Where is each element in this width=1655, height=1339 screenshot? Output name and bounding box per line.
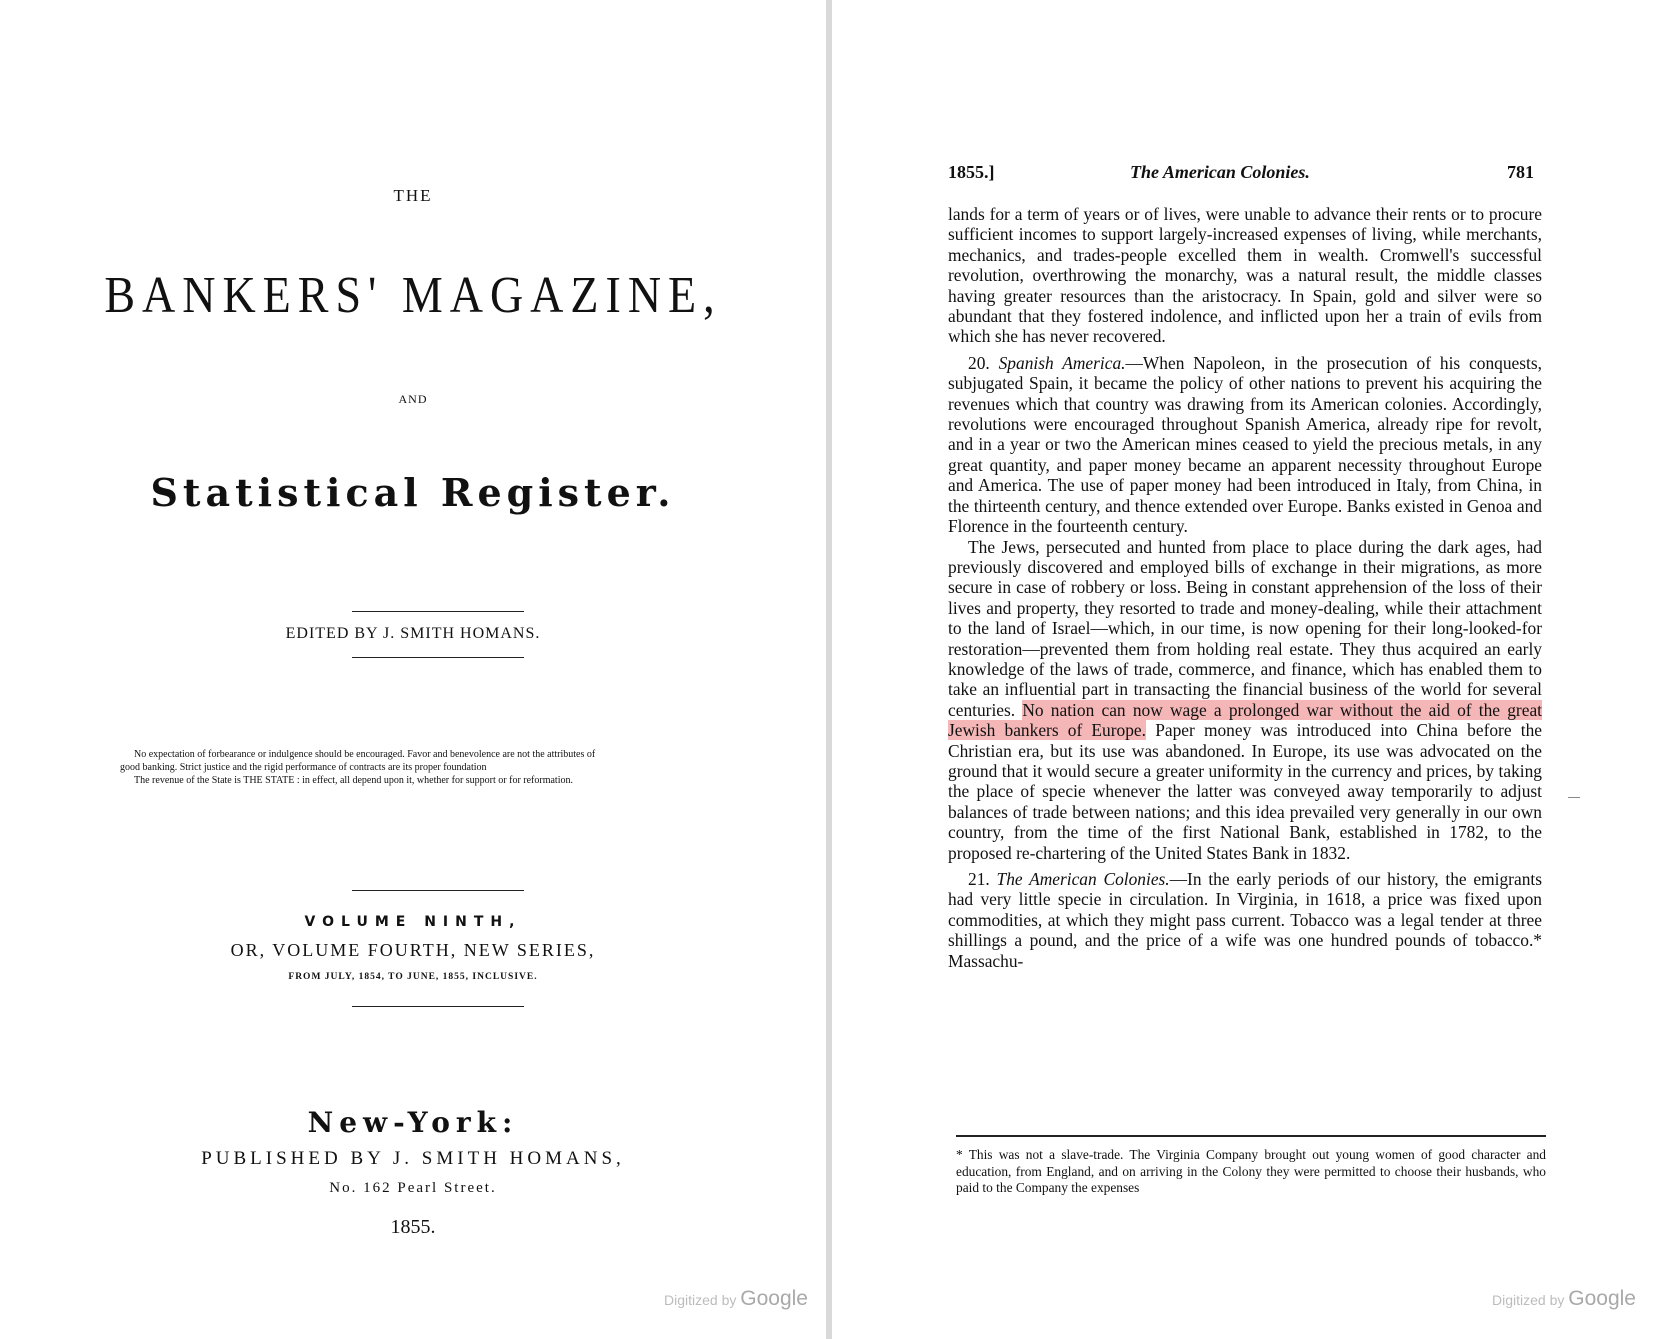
section-heading: Spanish America. [998,352,1126,373]
date-range: FROM JULY, 1854, TO JUNE, 1855, INCLUSIVE. [288,972,538,982]
watermark-prefix: Digitized by [664,1292,737,1308]
epigraph-line: The revenue of the State is THE STATE : in effect, all depend upon it, whether for support or for reformation. [134,775,573,786]
editor-line: EDITED BY J. SMITH HOMANS. [285,625,541,642]
epigraph-line: good banking. Strict justice and the rigid performance of contracts are its proper foundation [120,762,487,773]
running-head-year: 1855.] [948,162,995,182]
divider [352,611,524,612]
google-watermark [664,1287,808,1311]
google-logo: Google [740,1287,808,1310]
running-head [948,162,1534,184]
address: No. 162 Pearl Street. [329,1180,497,1196]
section-number: 21. [968,869,990,889]
title-the: THE [393,186,433,205]
magazine-subtitle: Statistical Register. [150,470,676,515]
running-head-title: The American Colonies. [1130,162,1310,182]
section-heading: The American Colonies. [996,869,1170,889]
google-logo: Google [1568,1287,1636,1310]
paragraph [948,353,1542,537]
margin-mark [1568,797,1580,798]
body-text [948,204,1542,971]
paragraph [948,869,1542,971]
divider [352,657,524,658]
footnote-rule [956,1135,1546,1137]
divider [352,890,524,891]
highlighted-sentence[interactable]: No nation can now wage a prolonged war without the aid of the great Jewish bankers of Europe. [948,699,1542,741]
watermark-prefix: Digitized by [1492,1292,1565,1308]
volume-fourth: OR, VOLUME FOURTH, NEW SERIES, [230,940,596,960]
title-and: AND [398,392,428,406]
paragraph-text: Paper money was introduced into China before the Christian era, but its use was abandoned. In Europe, its use was advocated on the ground that it would secure a greater uniformity in the currency and prices, by taking the place of specie whenever the latter was conveyed away temporarily to adjust balances of trade between nations; and this idea prevailed very generally in our own country, from the time of the first National Bank, established in 1782, to the proposed re-chartering of the United States Bank in 1832. [948,720,1542,863]
google-watermark [1492,1287,1636,1311]
paragraph [948,537,1542,864]
divider [352,1006,524,1007]
publisher: PUBLISHED BY J. SMITH HOMANS, [201,1148,625,1169]
volume-ninth: VOLUME NINTH, [304,914,522,930]
magazine-title: BANKERS' MAGAZINE, [104,265,722,324]
page-number: 781 [1507,162,1534,182]
publication-year: 1855. [390,1216,436,1238]
paragraph-text: —In the early periods of our history, the emigrants had very little specie in circulation. In Virginia, in 1618, a price was fixed upon commodities, at which they might pass current. Tobacco was a legal tender at three shillings a pound, and the price of a wife was one hundred pounds of tobacco.* Massachu- [948,869,1542,971]
footnote [956,1147,1546,1197]
city: New-York: [307,1106,519,1139]
epigraph-line: No expectation of forbearance or indulgence should be encouraged. Favor and benevolence are not the attributes of [134,749,596,760]
title-page [0,0,826,1339]
paragraph-text: The Jews, persecuted and hunted from place to place during the dark ages, had previously discovered and employed bills of exchange in their migrations, as more secure in case of robbery or loss. Being in constant apprehension of the loss of their lives and property, they resorted to trade and money-dealing, while their attachment to the land of Israel—which, in our time, is now opening for their long-looked-for restoration—prevented them from holding real estate. They thus acquired an early knowledge of the laws of trade, commerce, and finance, which has enabled them to take an influential part in transacting the financial business of the world for several centuries. [948,536,1542,720]
paragraph-text: —When Napoleon, in the prosecution of his conquests, subjugated Spain, it became the policy of other nations to prevent his acquiring the revenues which that country was drawing from its American colonies. Accordingly, revolutions were encouraged throughout Spanish America, already ripe for revolt, and in a year or two the American mines ceased to yield the precious metals, in any great quantity, and paper money became an apparent necessity throughout Europe and America. The use of paper money had been introduced in Italy, from China, in the thirteenth century, and thence extended over Europe. Banks existed in Genoa and Florence in the fourteenth century. [948,352,1542,537]
paragraph: lands for a term of years or of lives, were unable to advance their rents or to procure sufficient incomes to support largely-increased expenses of living, while merchants, mechanics, and trades-people excelled them in wealth. Cromwell's successful revolution, overthrowing the monarchy, was a natural result, the middle classes having greater resources than the aristocracy. In Spain, gold and silver were so abundant that they fostered indolence, and inflicted upon her a train of evils from which she has never recovered. [948,204,1542,347]
epigraph [120,748,740,787]
footnote-text: * This was not a slave-trade. The Virginia Company brought out young women of good character and education, from England, and on arriving in the Colony they were permitted to choose their husbands, who paid to the Company the expenses [956,1147,1546,1196]
section-number: 20. [968,352,990,373]
